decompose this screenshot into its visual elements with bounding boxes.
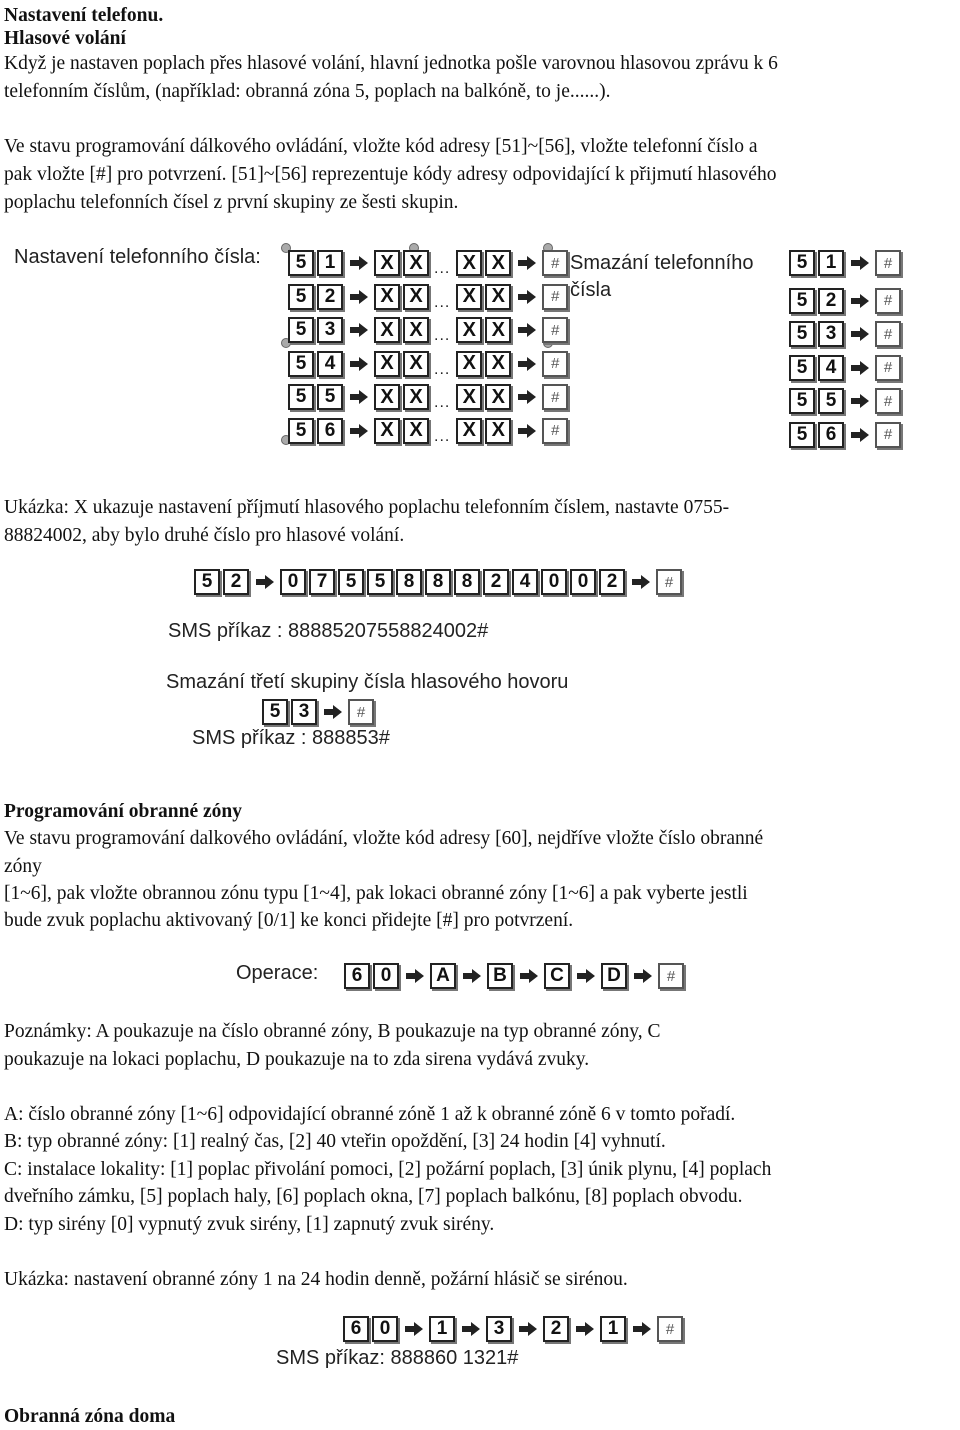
section-title-voice: Hlasové volání: [4, 28, 126, 49]
key-sequence: [194, 569, 685, 595]
paragraph-line: telefonním číslům, (například: obranná zóna 5, poplach na balkóně, to je......).: [4, 81, 611, 102]
keypad-key: 5: [288, 250, 314, 276]
keypad-key: 4: [317, 351, 343, 377]
paragraph-line: bude zvuk poplachu aktivovaný [0/1] ke konci přidejte [#] pro potvrzení.: [4, 910, 574, 931]
ellipsis: ...: [434, 260, 451, 277]
keypad-key: 5: [789, 422, 815, 448]
keypad-key: #: [875, 422, 901, 448]
keypad-key: X: [485, 250, 511, 276]
paragraph-line: Poznámky: A poukazuje na číslo obranné zóny, B poukazuje na typ obranné zóny, C: [4, 1021, 661, 1042]
keypad-key: #: [656, 569, 682, 595]
keypad-key: 1: [818, 250, 844, 276]
keypad-key: 4: [512, 569, 538, 595]
keypad-key: X: [403, 351, 429, 377]
key-sequence: [343, 1316, 686, 1342]
keypad-key: X: [403, 250, 429, 276]
keypad-key: X: [403, 317, 429, 343]
delete-number-row: [789, 288, 904, 314]
keypad-key: 3: [486, 1316, 512, 1342]
arrow-right-icon: [348, 320, 370, 340]
keypad-key: #: [875, 355, 901, 381]
set-number-row: [288, 384, 571, 410]
paragraph-line: D: typ sirény [0] vypnutý zvuk sirény, [1] zapnutý zvuk sirény.: [4, 1214, 495, 1235]
keypad-key: 6: [343, 1316, 369, 1342]
arrow-right-icon: [516, 387, 538, 407]
paragraph-line: [1~6], pak vložte obrannou zónu typu [1~4], pak lokaci obranné zóny [1~6] a pak vyberte jestli: [4, 883, 748, 904]
keypad-key: 3: [291, 699, 317, 725]
keypad-key: X: [485, 418, 511, 444]
paragraph-line: Když je nastaven poplach přes hlasové volání, hlavní jednotka pošle varovnou hlasovou zprávu k 6: [4, 53, 778, 74]
keypad-key: 5: [317, 384, 343, 410]
keypad-key: 5: [338, 569, 364, 595]
keypad-key: X: [456, 418, 482, 444]
set-number-row: [288, 418, 571, 444]
ellipsis: ...: [434, 293, 451, 311]
delete-number-row: [789, 388, 904, 414]
keypad-key: 5: [262, 699, 288, 725]
arrow-right-icon: [631, 1319, 653, 1339]
sms-command: SMS příkaz: 888860 1321#: [276, 1347, 519, 1369]
arrow-right-icon: [849, 358, 871, 378]
delete-number-row: [789, 321, 904, 347]
paragraph-line: Ukázka: X ukazuje nastavení příjmutí hlasového poplachu telefonním číslem, nastavte 0755-: [4, 497, 730, 518]
keypad-key: 0: [280, 569, 306, 595]
keypad-key: 8: [396, 569, 422, 595]
sms-command: SMS příkaz : 88885207558824002#: [168, 620, 489, 642]
keypad-key: #: [542, 250, 568, 276]
paragraph-line: poukazuje na lokaci poplachu, D poukazuje na to zda sirena vydává zvuky.: [4, 1049, 590, 1070]
keypad-key: 5: [789, 250, 815, 276]
keypad-key: 5: [789, 388, 815, 414]
arrow-right-icon: [404, 966, 426, 986]
paragraph-line: B: typ obranné zóny: [1] realný čas, [2] 40 vteřin opoždění, [3] 24 hodin [4] vyhnutí.: [4, 1131, 666, 1152]
keypad-key: #: [875, 388, 901, 414]
ellipsis: ...: [434, 394, 451, 411]
key-sequence: [262, 699, 377, 725]
keypad-key: X: [456, 250, 482, 276]
paragraph-line: Ukázka: nastavení obranné zóny 1 na 24 hodin denně, požární hlásič se sirénou.: [4, 1269, 628, 1290]
paragraph-line: Ve stavu programování dálkového ovládání, vložte kód adresy [51]~[56], vložte telefonní číslo a: [4, 136, 758, 157]
ellipsis: ...: [434, 360, 451, 378]
paragraph-line: A: číslo obranné zóny [1~6] odpovidající obranné zóně 1 až k obranné zóně 6 v tomto pořadí.: [4, 1104, 736, 1125]
paragraph-line: poplachu telefonních čísel z první skupiny ze šesti skupin.: [4, 192, 459, 213]
keypad-key: #: [542, 384, 568, 410]
arrow-right-icon: [849, 425, 871, 445]
keypad-key: 5: [789, 321, 815, 347]
keypad-key: 0: [372, 1316, 398, 1342]
arrow-right-icon: [849, 391, 871, 411]
delete-group-title: Smazání třetí skupiny čísla hlasového hovoru: [166, 671, 569, 693]
keypad-key: 5: [288, 351, 314, 377]
keypad-key: X: [374, 384, 400, 410]
keypad-key: 3: [818, 321, 844, 347]
arrow-right-icon: [461, 966, 483, 986]
arrow-right-icon: [517, 1319, 539, 1339]
arrow-right-icon: [574, 1319, 596, 1339]
keypad-key: X: [485, 284, 511, 310]
ellipsis: ...: [434, 427, 451, 445]
keypad-key: X: [485, 384, 511, 410]
arrow-right-icon: [516, 421, 538, 441]
arrow-right-icon: [630, 572, 652, 592]
paragraph-line: pak vložte [#] pro potvrzení. [51]~[56] reprezentuje kódy adresy odpovidající k přijmutí hlasového: [4, 164, 777, 185]
section-title-zone: Programování obranné zóny: [4, 801, 242, 822]
operation-label: Operace:: [236, 962, 319, 984]
keypad-key: #: [657, 1316, 683, 1342]
keypad-key: X: [374, 284, 400, 310]
keypad-key: X: [403, 284, 429, 310]
key-sequence: [344, 963, 687, 989]
keypad-key: #: [542, 351, 568, 377]
keypad-key: X: [403, 418, 429, 444]
keypad-key: #: [658, 963, 684, 989]
arrow-right-icon: [516, 354, 538, 374]
keypad-key: C: [544, 963, 570, 989]
set-number-row: [288, 250, 571, 276]
keypad-key: 8: [425, 569, 451, 595]
paragraph-line: C: instalace lokality: [1] poplac přivolání pomoci, [2] požární poplach, [3] únik plynu, [4] poplach: [4, 1159, 772, 1180]
keypad-key: 5: [288, 317, 314, 343]
keypad-key: X: [374, 418, 400, 444]
delete-number-row: [789, 250, 904, 276]
arrow-right-icon: [516, 287, 538, 307]
paragraph-line: dveřního zámku, [5] poplach haly, [6] poplach okna, [7] poplach balkónu, [8] poplach obvodu.: [4, 1186, 743, 1207]
keypad-key: 8: [454, 569, 480, 595]
keypad-key: X: [456, 284, 482, 310]
keypad-key: 2: [317, 284, 343, 310]
keypad-key: 5: [288, 284, 314, 310]
keypad-key: 5: [194, 569, 220, 595]
keypad-key: X: [456, 384, 482, 410]
keypad-key: 1: [429, 1316, 455, 1342]
keypad-key: 1: [317, 250, 343, 276]
keypad-key: 6: [317, 418, 343, 444]
delete-number-row: [789, 422, 904, 448]
set-number-label: Nastavení telefonního čísla:: [14, 246, 261, 268]
arrow-right-icon: [322, 702, 344, 722]
keypad-key: X: [374, 317, 400, 343]
keypad-key: 4: [818, 355, 844, 381]
keypad-key: 5: [818, 388, 844, 414]
arrow-right-icon: [403, 1319, 425, 1339]
keypad-key: 2: [483, 569, 509, 595]
keypad-key: X: [403, 384, 429, 410]
keypad-key: D: [601, 963, 627, 989]
set-number-row: [288, 351, 571, 377]
keypad-key: B: [487, 963, 513, 989]
arrow-right-icon: [849, 324, 871, 344]
arrow-right-icon: [518, 966, 540, 986]
keypad-key: #: [875, 321, 901, 347]
keypad-key: A: [430, 963, 456, 989]
keypad-key: 2: [818, 288, 844, 314]
arrow-right-icon: [849, 291, 871, 311]
keypad-key: #: [875, 288, 901, 314]
delete-number-label: čísla: [570, 279, 612, 301]
page-heading: Nastavení telefonu.: [4, 5, 164, 26]
paragraph-line: zóny: [4, 856, 42, 877]
arrow-right-icon: [348, 421, 370, 441]
keypad-key: X: [374, 351, 400, 377]
arrow-right-icon: [632, 966, 654, 986]
sms-command: SMS příkaz : 888853#: [192, 727, 390, 749]
keypad-key: 5: [789, 355, 815, 381]
arrow-right-icon: [516, 253, 538, 273]
set-number-row: [288, 284, 571, 310]
keypad-key: #: [875, 250, 901, 276]
keypad-key: 0: [570, 569, 596, 595]
keypad-key: #: [542, 317, 568, 343]
arrow-right-icon: [348, 387, 370, 407]
arrow-right-icon: [348, 287, 370, 307]
paragraph-line: 88824002, aby bylo druhé číslo pro hlasové volání.: [4, 525, 405, 546]
keypad-key: #: [542, 418, 568, 444]
arrow-right-icon: [348, 354, 370, 374]
arrow-right-icon: [460, 1319, 482, 1339]
keypad-key: 6: [818, 422, 844, 448]
arrow-right-icon: [575, 966, 597, 986]
delete-number-label: Smazání telefonního: [570, 252, 754, 274]
keypad-key: 7: [309, 569, 335, 595]
section-title-home-zone: Obranná zóna doma: [4, 1406, 176, 1427]
keypad-key: 2: [223, 569, 249, 595]
keypad-key: 1: [600, 1316, 626, 1342]
keypad-key: 5: [288, 384, 314, 410]
arrow-right-icon: [348, 253, 370, 273]
keypad-key: 2: [543, 1316, 569, 1342]
delete-number-row: [789, 355, 904, 381]
arrow-right-icon: [516, 320, 538, 340]
paragraph-line: Ve stavu programování dalkového ovládání, vložte kód adresy [60], nejdříve vložte číslo obranné: [4, 828, 764, 849]
keypad-key: X: [456, 351, 482, 377]
keypad-key: X: [485, 317, 511, 343]
arrow-right-icon: [254, 572, 276, 592]
keypad-key: 6: [344, 963, 370, 989]
keypad-key: #: [348, 699, 374, 725]
keypad-key: 3: [317, 317, 343, 343]
arrow-right-icon: [849, 253, 871, 273]
keypad-key: X: [374, 250, 400, 276]
set-number-row: [288, 317, 571, 343]
keypad-key: 5: [367, 569, 393, 595]
keypad-key: 0: [541, 569, 567, 595]
keypad-key: 2: [599, 569, 625, 595]
keypad-key: 5: [789, 288, 815, 314]
keypad-key: 5: [288, 418, 314, 444]
keypad-key: X: [456, 317, 482, 343]
keypad-key: X: [485, 351, 511, 377]
ellipsis: ...: [434, 327, 451, 344]
keypad-key: #: [542, 284, 568, 310]
keypad-key: 0: [373, 963, 399, 989]
